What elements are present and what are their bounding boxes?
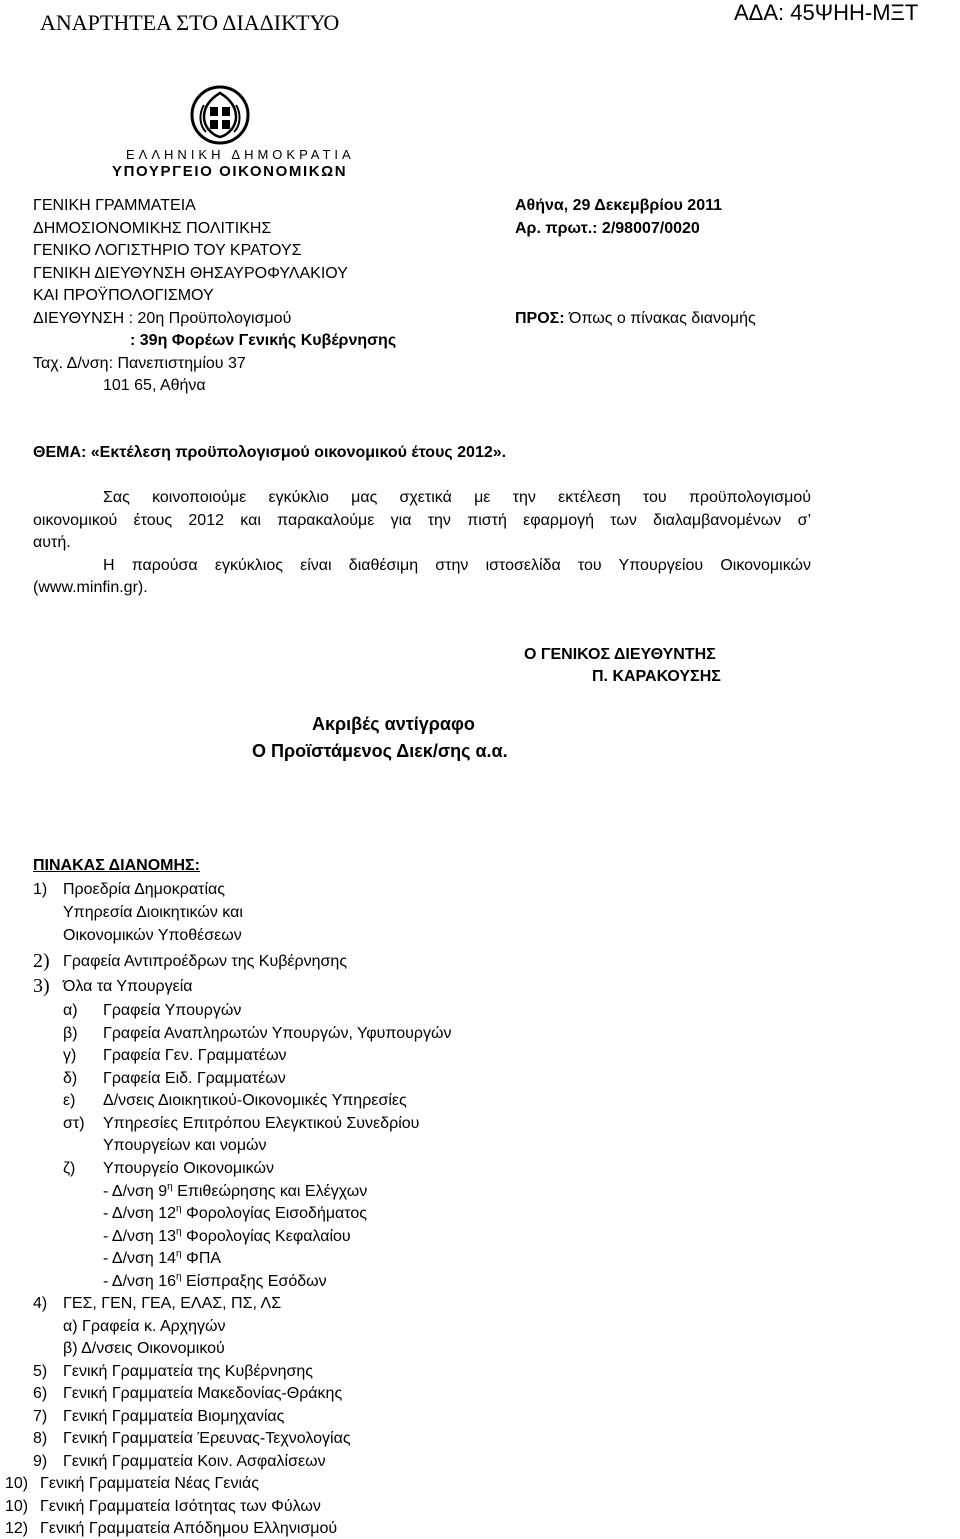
distribution-subitem: Υπουργείο Οικονομικών [103, 1160, 274, 1177]
distribution-number: 10) [5, 1475, 29, 1492]
distribution-directorate [103, 1249, 221, 1269]
body-paragraph-1-line-3: αυτή. [33, 534, 71, 551]
distribution-subitem: Υπουργείων και νομών [103, 1137, 267, 1154]
distribution-number: 7) [33, 1408, 48, 1425]
directorate-number: - Δ/νση 13 [103, 1228, 177, 1245]
distribution-directorate [103, 1182, 367, 1202]
distribution-subletter: β) [63, 1025, 78, 1042]
directorate-number: - Δ/νση 9 [103, 1183, 168, 1200]
sender-line-4: ΓΕΝΙΚΗ ΔΙΕΥΘΥΝΣΗ ΘΗΣΑΥΡΟΦΥΛΑΚΙΟΥ [33, 265, 348, 282]
distribution-subitem: Γραφεία Αναπληρωτών Υπουργών, Υφυπουργών [103, 1025, 452, 1042]
distribution-item: Όλα τα Υπουργεία [63, 978, 193, 995]
greek-coat-of-arms-icon [190, 85, 250, 145]
protocol-label: Αρ. πρωτ. [515, 220, 593, 237]
directorate-number: - Δ/νση 12 [103, 1205, 177, 1222]
directorate-name: ΦΠΑ [181, 1250, 222, 1267]
distribution-number: 3) [33, 975, 50, 997]
ordinal-suffix: η [176, 1226, 182, 1238]
body-paragraph-2-line-1: Η παρούσα εγκύκλιος είναι διαθέσιμη στην ιστοσελίδα του Υπουργείου Οικονομικών [103, 557, 811, 574]
distribution-subitem: α) Γραφεία κ. Αρχηγών [63, 1318, 226, 1335]
ordinal-suffix: η [176, 1203, 182, 1215]
distribution-subletter: α) [63, 1002, 78, 1019]
directorate-name: Φορολογίας Κεφαλαίου [181, 1228, 351, 1245]
signature-name: Π. ΚΑΡΑΚΟΥΣΗΣ [592, 668, 721, 685]
recipient-label: ΠΡΟΣ: [515, 310, 565, 327]
distribution-directorate [103, 1227, 351, 1247]
distribution-subitem: Υπηρεσίες Επιτρόπου Ελεγκτικού Συνεδρίου [103, 1115, 420, 1132]
distribution-item: ΓΕΣ, ΓΕΝ, ΓΕΑ, ΕΛΑΣ, ΠΣ, ΛΣ [63, 1295, 282, 1312]
ordinal-suffix: η [176, 1271, 182, 1283]
distribution-subletter: ζ) [63, 1160, 76, 1177]
ordinal-suffix: η [176, 1248, 182, 1260]
sender-line-1: ΓΕΝΙΚΗ ΓΡΑΜΜΑΤΕΙΑ [33, 197, 196, 214]
distribution-item: Γενική Γραμματεία Ισότητας των Φύλων [40, 1498, 321, 1515]
distribution-item: Γενική Γραμματεία της Κυβέρνησης [63, 1363, 314, 1380]
document-date: Αθήνα, 29 Δεκεμβρίου 2011 [515, 197, 722, 214]
distribution-item: Γενική Γραμματεία Βιομηχανίας [63, 1408, 285, 1425]
section-head-label: Ο Προϊστάμενος Διεκ/σης α.α. [252, 741, 508, 761]
sender-line-7: : 39η Φορέων Γενικής Κυβέρνησης [130, 332, 397, 349]
body-paragraph-2-line-2: (www.minfin.gr). [33, 579, 148, 596]
distribution-number: 4) [33, 1295, 48, 1312]
ada-code: ΑΔΑ: 45ΨΗΗ-ΜΞΤ [734, 0, 919, 25]
distribution-item: Οικονομικών Υποθέσεων [63, 927, 242, 944]
distribution-item: Γενική Γραμματεία Νέας Γενιάς [40, 1475, 259, 1492]
distribution-subletter: στ) [63, 1115, 85, 1132]
directorate-name: Φορολογίας Εισοδήματος [181, 1205, 368, 1222]
recipient-value: Όπως ο πίνακας διανομής [564, 310, 756, 327]
directorate-name: Είσπραξης Εσόδων [181, 1273, 327, 1290]
sender-line-3: ΓΕΝΙΚΟ ΛΟΓΙΣΤΗΡΙΟ ΤΟΥ ΚΡΑΤΟΥΣ [33, 242, 302, 259]
distribution-subitem: Δ/νσεις Διοικητικού-Οικονομικές Υπηρεσίες [103, 1092, 407, 1109]
distribution-item: Υπηρεσία Διοικητικών και [63, 904, 243, 921]
distribution-title: ΠΙΝΑΚΑΣ ΔΙΑΝΟΜΗΣ: [33, 857, 200, 874]
sender-postcode: 101 65, Αθήνα [103, 377, 206, 394]
distribution-item: Γενική Γραμματεία Απόδημου Ελληνισμού [40, 1520, 338, 1537]
distribution-subitem: Γραφεία Γεν. Γραμματέων [103, 1047, 287, 1064]
sender-line-5: ΚΑΙ ΠΡΟΫΠΟΛΟΓΙΣΜΟΥ [33, 287, 214, 304]
directorate-number: - Δ/νση 14 [103, 1250, 177, 1267]
distribution-number: 9) [33, 1453, 48, 1470]
distribution-number: 1) [33, 881, 48, 898]
logo-line-republic: ΕΛΛΗΝΙΚΗ ΔΗΜΟΚΡΑΤΙΑ [126, 147, 355, 162]
distribution-subitem: β) Δ/νσεις Οικονομικού [63, 1340, 225, 1357]
protocol-value: : 2/98007/0020 [592, 220, 700, 237]
logo-line-ministry: ΥΠΟΥΡΓΕΙΟ ΟΙΚΟΝΟΜΙΚΩΝ [112, 163, 348, 180]
distribution-number: 5) [33, 1363, 48, 1380]
distribution-subletter: γ) [63, 1047, 77, 1064]
distribution-subitem: Γραφεία Ειδ. Γραμματέων [103, 1070, 286, 1087]
distribution-subletter: δ) [63, 1070, 78, 1087]
distribution-subletter: ε) [63, 1092, 76, 1109]
directorate-name: Επιθεώρησης και Ελέγχων [172, 1183, 368, 1200]
distribution-directorate [103, 1204, 367, 1224]
posted-online-label: ΑΝΑΡΤΗΤΕΑ ΣΤΟ ΔΙΑΔΙΚΤΥΟ [40, 10, 340, 35]
distribution-number: 8) [33, 1430, 48, 1447]
distribution-item: Γενική Γραμματεία Έρευνας-Τεχνολογίας [63, 1430, 351, 1447]
distribution-number: 12) [5, 1520, 29, 1537]
distribution-number: 6) [33, 1385, 48, 1402]
sender-line-2: ΔΗΜΟΣΙΟΝΟΜΙΚΗΣ ΠΟΛΙΤΙΚΗΣ [33, 220, 272, 237]
directorate-number: - Δ/νση 16 [103, 1273, 177, 1290]
distribution-item: Προεδρία Δημοκρατίας [63, 881, 225, 898]
sender-line-6: ΔΙΕΥΘΥΝΣΗ : 20η Προϋπολογισμού [33, 310, 292, 327]
distribution-item: Γενική Γραμματεία Μακεδονίας-Θράκης [63, 1385, 343, 1402]
distribution-directorate [103, 1272, 327, 1292]
protocol-number [515, 219, 700, 239]
signature-title: Ο ΓΕΝΙΚΟΣ ΔΙΕΥΘΥΝΤΗΣ [524, 646, 716, 663]
distribution-item: Γενική Γραμματεία Κοιν. Ασφαλίσεων [63, 1453, 326, 1470]
sender-address: Ταχ. Δ/νση: Πανεπιστημίου 37 [33, 355, 246, 372]
body-paragraph-1-line-1: Σας κοινοποιούμε εγκύκλιο μας σχετικά με την εκτέλεση του προϋπολογισμού [103, 489, 811, 506]
distribution-subitem: Γραφεία Υπουργών [103, 1002, 242, 1019]
subject-line: ΘΕΜΑ: «Εκτέλεση προϋπολογισμού οικονομικού έτους 2012». [33, 444, 507, 461]
distribution-number: 10) [5, 1498, 29, 1515]
exact-copy-label: Ακριβές αντίγραφο [312, 714, 475, 734]
body-paragraph-1-line-2: οικονομικού έτους 2012 και παρακαλούμε για την πιστή εφαρμογή των διαλαμβανομένων σ’ [33, 512, 811, 529]
ordinal-suffix: η [167, 1181, 173, 1193]
distribution-number: 2) [33, 950, 50, 972]
distribution-item: Γραφεία Αντιπροέδρων της Κυβέρνησης [63, 953, 348, 970]
recipient-line [515, 309, 756, 329]
